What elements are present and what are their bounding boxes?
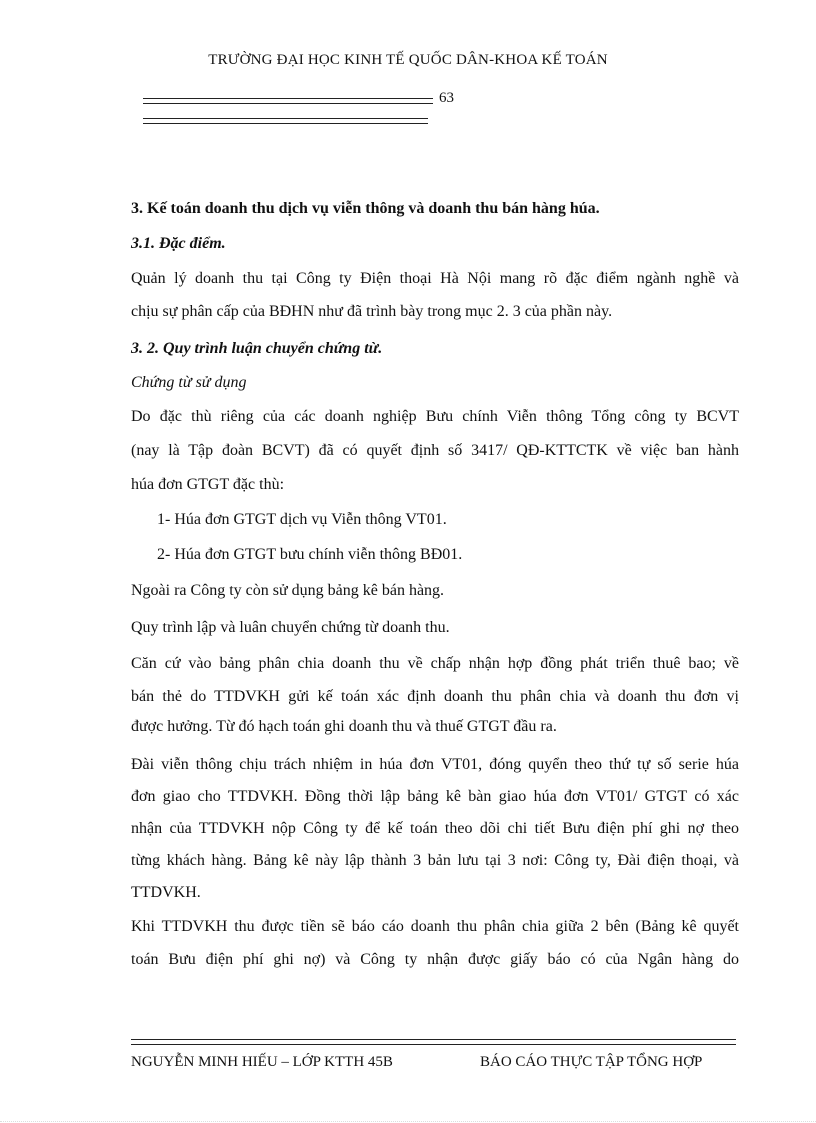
sub-heading-document-flow: 3. 2. Quy trình luận chuyển chứng từ. (131, 340, 383, 357)
paragraph-line: toán Bưu điện phí ghi nợ) và Công ty nhận được giấy báo có của Ngân hàng do (131, 951, 739, 968)
italic-label: Chứng từ sử dụng (131, 374, 247, 391)
paragraph-line: Quy trình lập và luân chuyển chứng từ doanh thu. (131, 619, 450, 636)
section-heading: 3. Kế toán doanh thu dịch vụ viễn thông và doanh thu bán hàng húa. (131, 200, 600, 217)
paragraph-line: húa đơn GTGT đặc thù: (131, 476, 285, 493)
footer-rule (131, 1039, 736, 1045)
paragraph-line: Quản lý doanh thu tại Công ty Điện thoại Hà Nội mang rõ đặc điểm ngành nghề và (131, 270, 739, 287)
paragraph-line: được hưởng. Từ đó hạch toán ghi doanh thu và thuế GTGT đầu ra. (131, 718, 557, 735)
header-rule-top (143, 98, 433, 104)
paragraph-line: Khi TTDVKH thu được tiền sẽ báo cáo doanh thu phân chia giữa 2 bên (Bảng kê quyết (131, 918, 739, 935)
page-number: 63 (439, 90, 454, 106)
paragraph-line: (nay là Tập đoàn BCVT) đã có quyết định số 3417/ QĐ-KTTCTK về việc ban hành (131, 442, 739, 459)
paragraph-line: TTDVKH. (131, 884, 201, 901)
paragraph-line: Đài viễn thông chịu trách nhiệm in húa đơn VT01, đóng quyển theo thứ tự số serie húa (131, 756, 739, 773)
paragraph-line: Ngoài ra Công ty còn sử dụng bảng kê bán hàng. (131, 582, 445, 599)
paragraph-line: từng khách hàng. Bảng kê này lập thành 3 bản lưu tại 3 nơi: Công ty, Đài điện thoại, và (131, 852, 739, 869)
paragraph-line: Căn cứ vào bảng phân chia doanh thu về chấp nhận hợp đồng phát triển thuê bao; về (131, 655, 739, 672)
list-item: 2- Húa đơn GTGT bưu chính viễn thông BĐ01. (157, 546, 463, 563)
paragraph-line: bán thẻ do TTDVKH gửi kế toán xác định doanh thu phân chia và doanh thu đơn vị (131, 688, 739, 705)
sub-heading-characteristics: 3.1. Đặc điểm. (131, 235, 226, 252)
footer-report-title: BÁO CÁO THỰC TẬP TỔNG HỢP (480, 1054, 703, 1070)
paragraph-line: Do đặc thù riêng của các doanh nghiệp Bưu chính Viễn thông Tổng công ty BCVT (131, 408, 739, 425)
list-item: 1- Húa đơn GTGT dịch vụ Viễn thông VT01. (157, 511, 447, 528)
paragraph-line: đơn giao cho TTDVKH. Đồng thời lập bảng kê bàn giao húa đơn VT01/ GTGT có xác (131, 788, 739, 805)
footer-author: NGUYỄN MINH HIẾU – LỚP KTTH 45B (131, 1054, 393, 1070)
paragraph-line: nhận của TTDVKH nộp Công ty để kế toán theo dõi chi tiết Bưu điện phí ghi nợ theo (131, 820, 739, 837)
paragraph-line: chịu sự phân cấp của BĐHN như đã trình bày trong mục 2. 3 của phần này. (131, 303, 613, 320)
page-edge-divider (0, 1121, 816, 1122)
header-title: TRƯỜNG ĐẠI HỌC KINH TẾ QUỐC DÂN-KHOA KẾ TOÁN (208, 52, 608, 68)
header-rule-bottom (143, 118, 428, 124)
